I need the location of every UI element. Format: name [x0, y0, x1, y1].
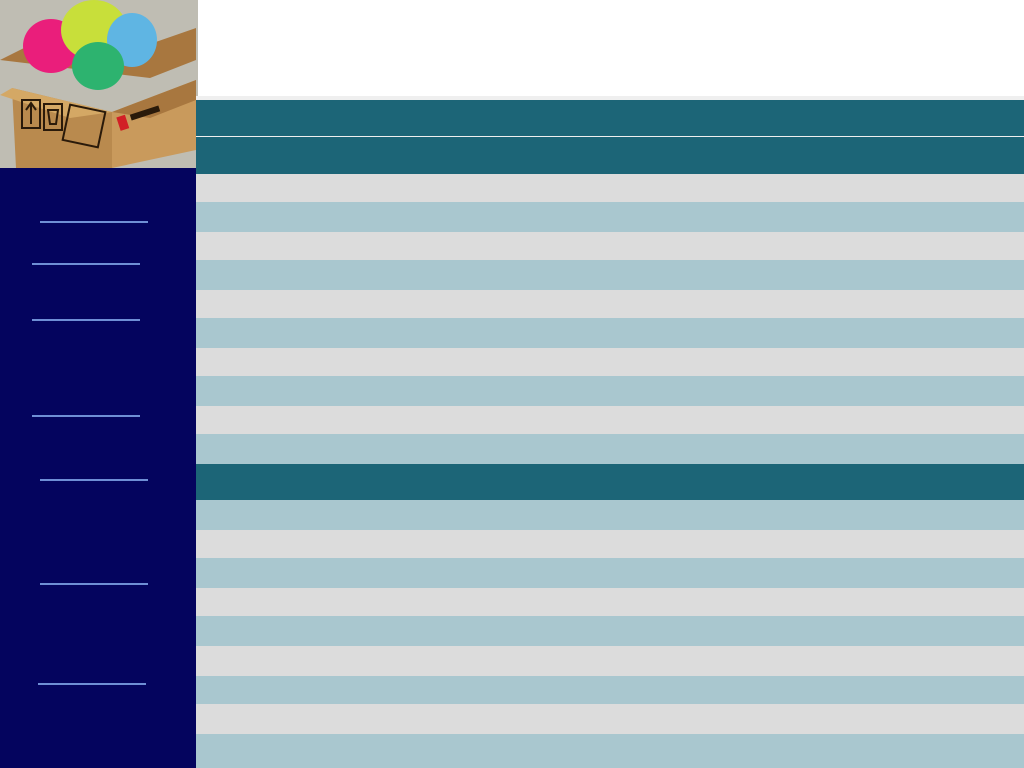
table-row [196, 376, 1024, 406]
logo-illustration [0, 0, 198, 168]
table-row [196, 500, 1024, 530]
nav-divider [40, 221, 148, 223]
section-livrables-row [196, 464, 1024, 500]
green-balloon-icon [72, 42, 124, 90]
table-row [196, 174, 1024, 202]
table-row [196, 588, 1024, 616]
table-row [196, 616, 1024, 646]
table-row [196, 232, 1024, 260]
table-row [196, 704, 1024, 734]
sidebar-nav [0, 168, 196, 768]
table-row [196, 260, 1024, 290]
table-header-row [196, 100, 1024, 136]
table-row [196, 290, 1024, 318]
nav-divider [32, 319, 140, 321]
table-row [196, 646, 1024, 676]
nav-divider [40, 479, 148, 481]
table-row [196, 530, 1024, 558]
table-row [196, 318, 1024, 348]
table-row [196, 202, 1024, 232]
table-row [196, 406, 1024, 434]
nav-divider [32, 415, 140, 417]
nav-divider [38, 683, 146, 685]
nav-divider [40, 583, 148, 585]
table-row [196, 434, 1024, 464]
evaluation-table [196, 96, 1024, 768]
nav-divider [32, 263, 140, 265]
idee-logo [0, 0, 198, 168]
section-plan-affaire-row [196, 137, 1024, 174]
table-row [196, 348, 1024, 376]
table-row [196, 676, 1024, 704]
slide-title [198, 8, 1018, 42]
table-row [196, 734, 1024, 768]
table-row [196, 558, 1024, 588]
